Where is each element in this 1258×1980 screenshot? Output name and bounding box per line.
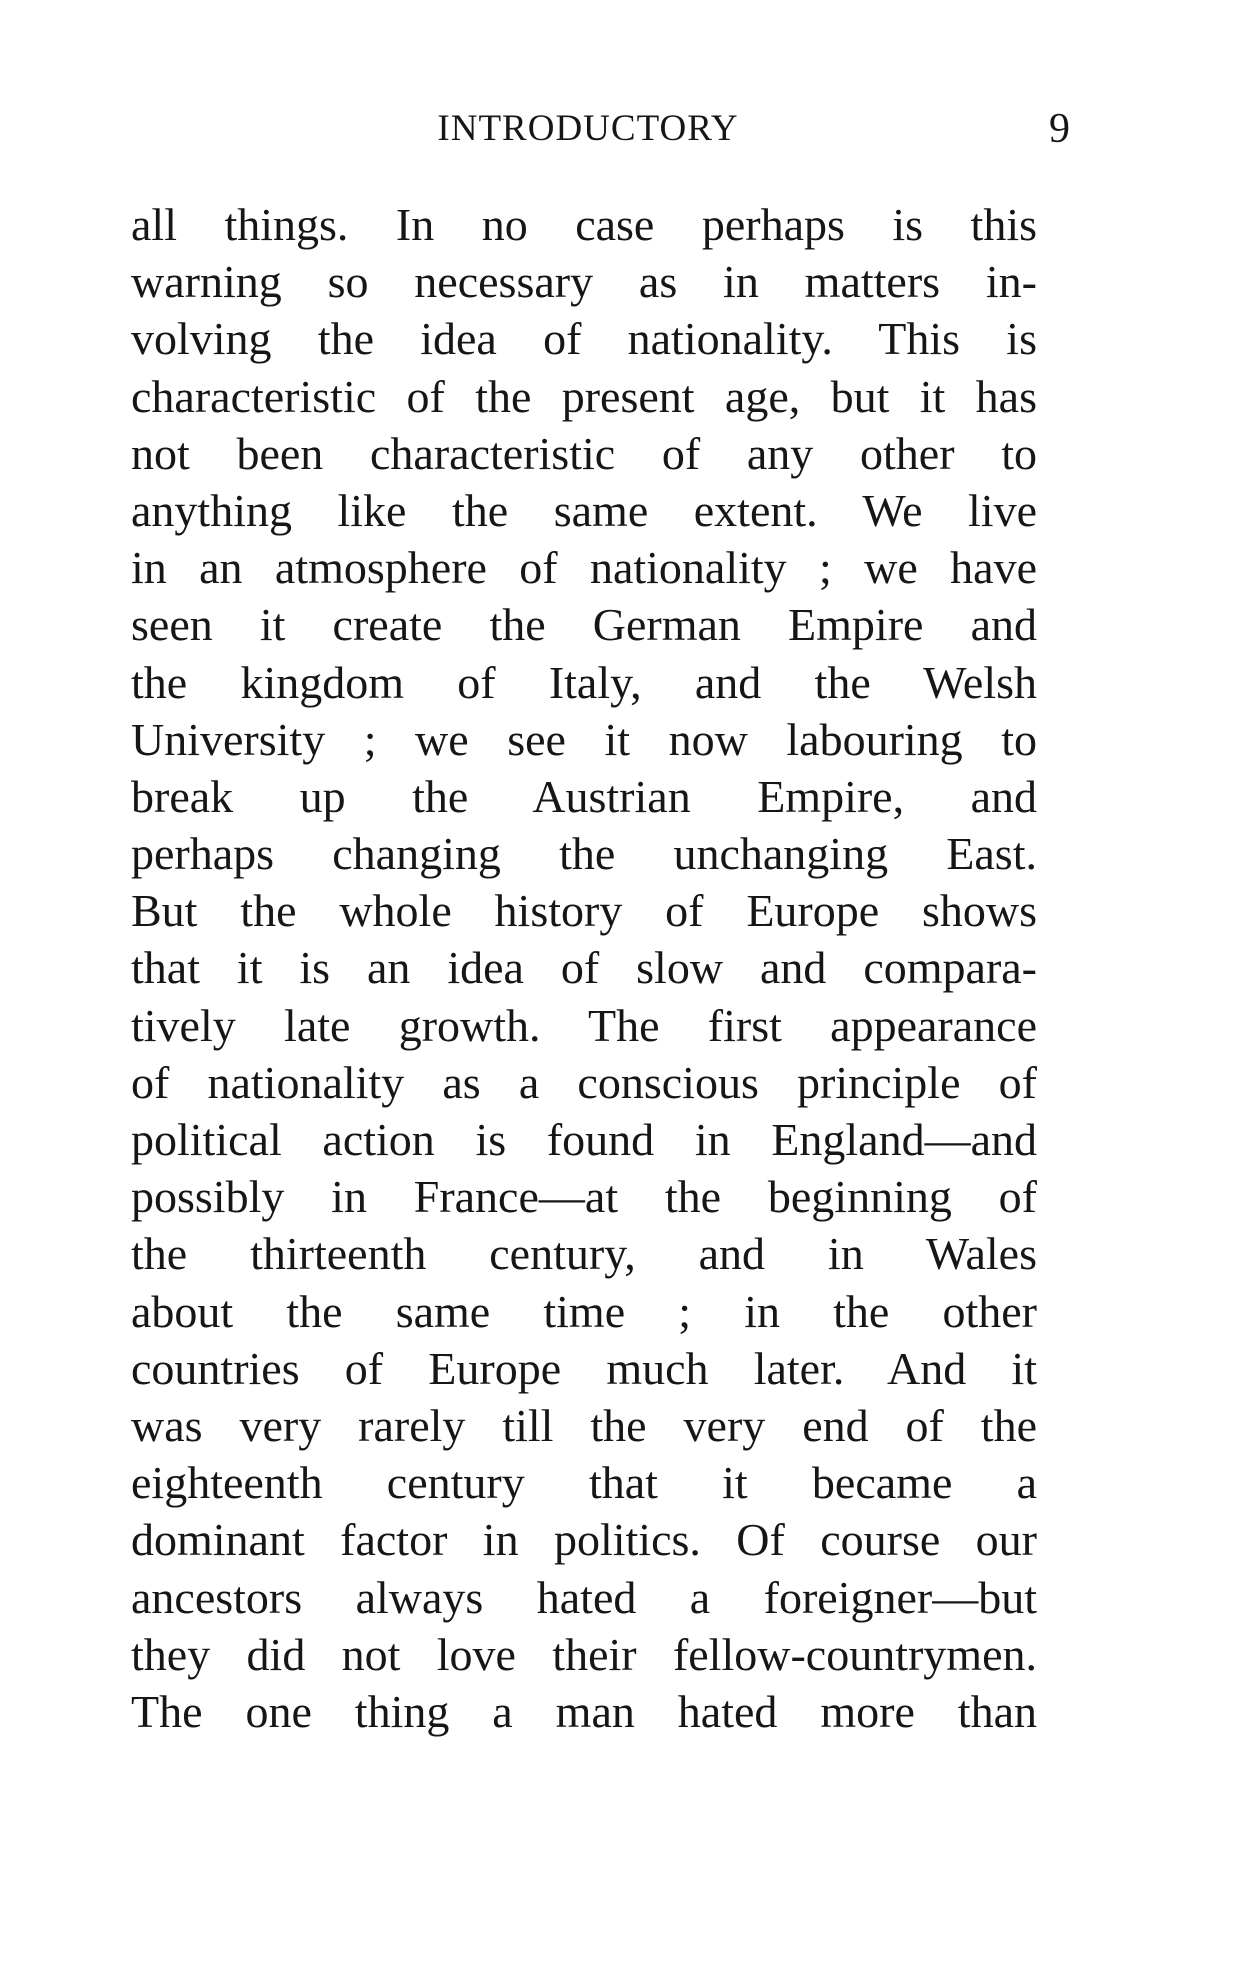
text-line: about the same time ; in the other — [131, 1285, 1037, 1337]
running-head — [0, 104, 1258, 154]
text-line: ancestors always hated a foreigner—but — [131, 1571, 1037, 1623]
text-line: in an atmosphere of nationality ; we have — [131, 542, 1037, 594]
text-line: seen it create the German Empire and — [131, 599, 1037, 651]
text-line: political action is found in England—and — [131, 1114, 1037, 1165]
text-line: tively late growth. The first appearance — [131, 999, 1037, 1051]
text-line: perhaps changing the unchanging East. — [131, 828, 1037, 880]
page-number: 9 — [1049, 106, 1070, 152]
text-line: of nationality as a conscious principle of — [131, 1056, 1037, 1108]
text-line: But the whole history of Europe shows — [131, 885, 1037, 937]
text-line: was very rarely till the very end of the — [131, 1399, 1037, 1451]
text-line: all things. In no case perhaps is this — [131, 199, 1037, 250]
text-line: University ; we see it now labouring to — [131, 713, 1037, 765]
text-line: the kingdom of Italy, and the Welsh — [131, 656, 1037, 708]
text-line: break up the Austrian Empire, and — [131, 770, 1037, 822]
text-line: the thirteenth century, and in Wales — [131, 1228, 1037, 1280]
text-line: possibly in France—at the beginning of — [131, 1171, 1037, 1223]
text-line: warning so necessary as in matters in- — [131, 256, 1037, 308]
text-line: The one thing a man hated more than — [131, 1685, 1037, 1737]
running-title: INTRODUCTORY — [437, 108, 739, 149]
text-line: not been characteristic of any other to — [131, 427, 1037, 479]
text-line: anything like the same extent. We live — [131, 484, 1037, 536]
text-line: dominant factor in politics. Of course our — [131, 1514, 1037, 1566]
text-line: volving the idea of nationality. This is — [131, 313, 1037, 365]
body-text — [131, 196, 1037, 1740]
text-line: eighteenth century that it became a — [131, 1457, 1037, 1509]
text-line: characteristic of the present age, but it has — [131, 370, 1037, 422]
text-line: that it is an idea of slow and compara- — [131, 942, 1037, 994]
text-line: they did not love their fellow-countrymen. — [131, 1628, 1037, 1680]
text-line: countries of Europe much later. And it — [131, 1342, 1037, 1394]
